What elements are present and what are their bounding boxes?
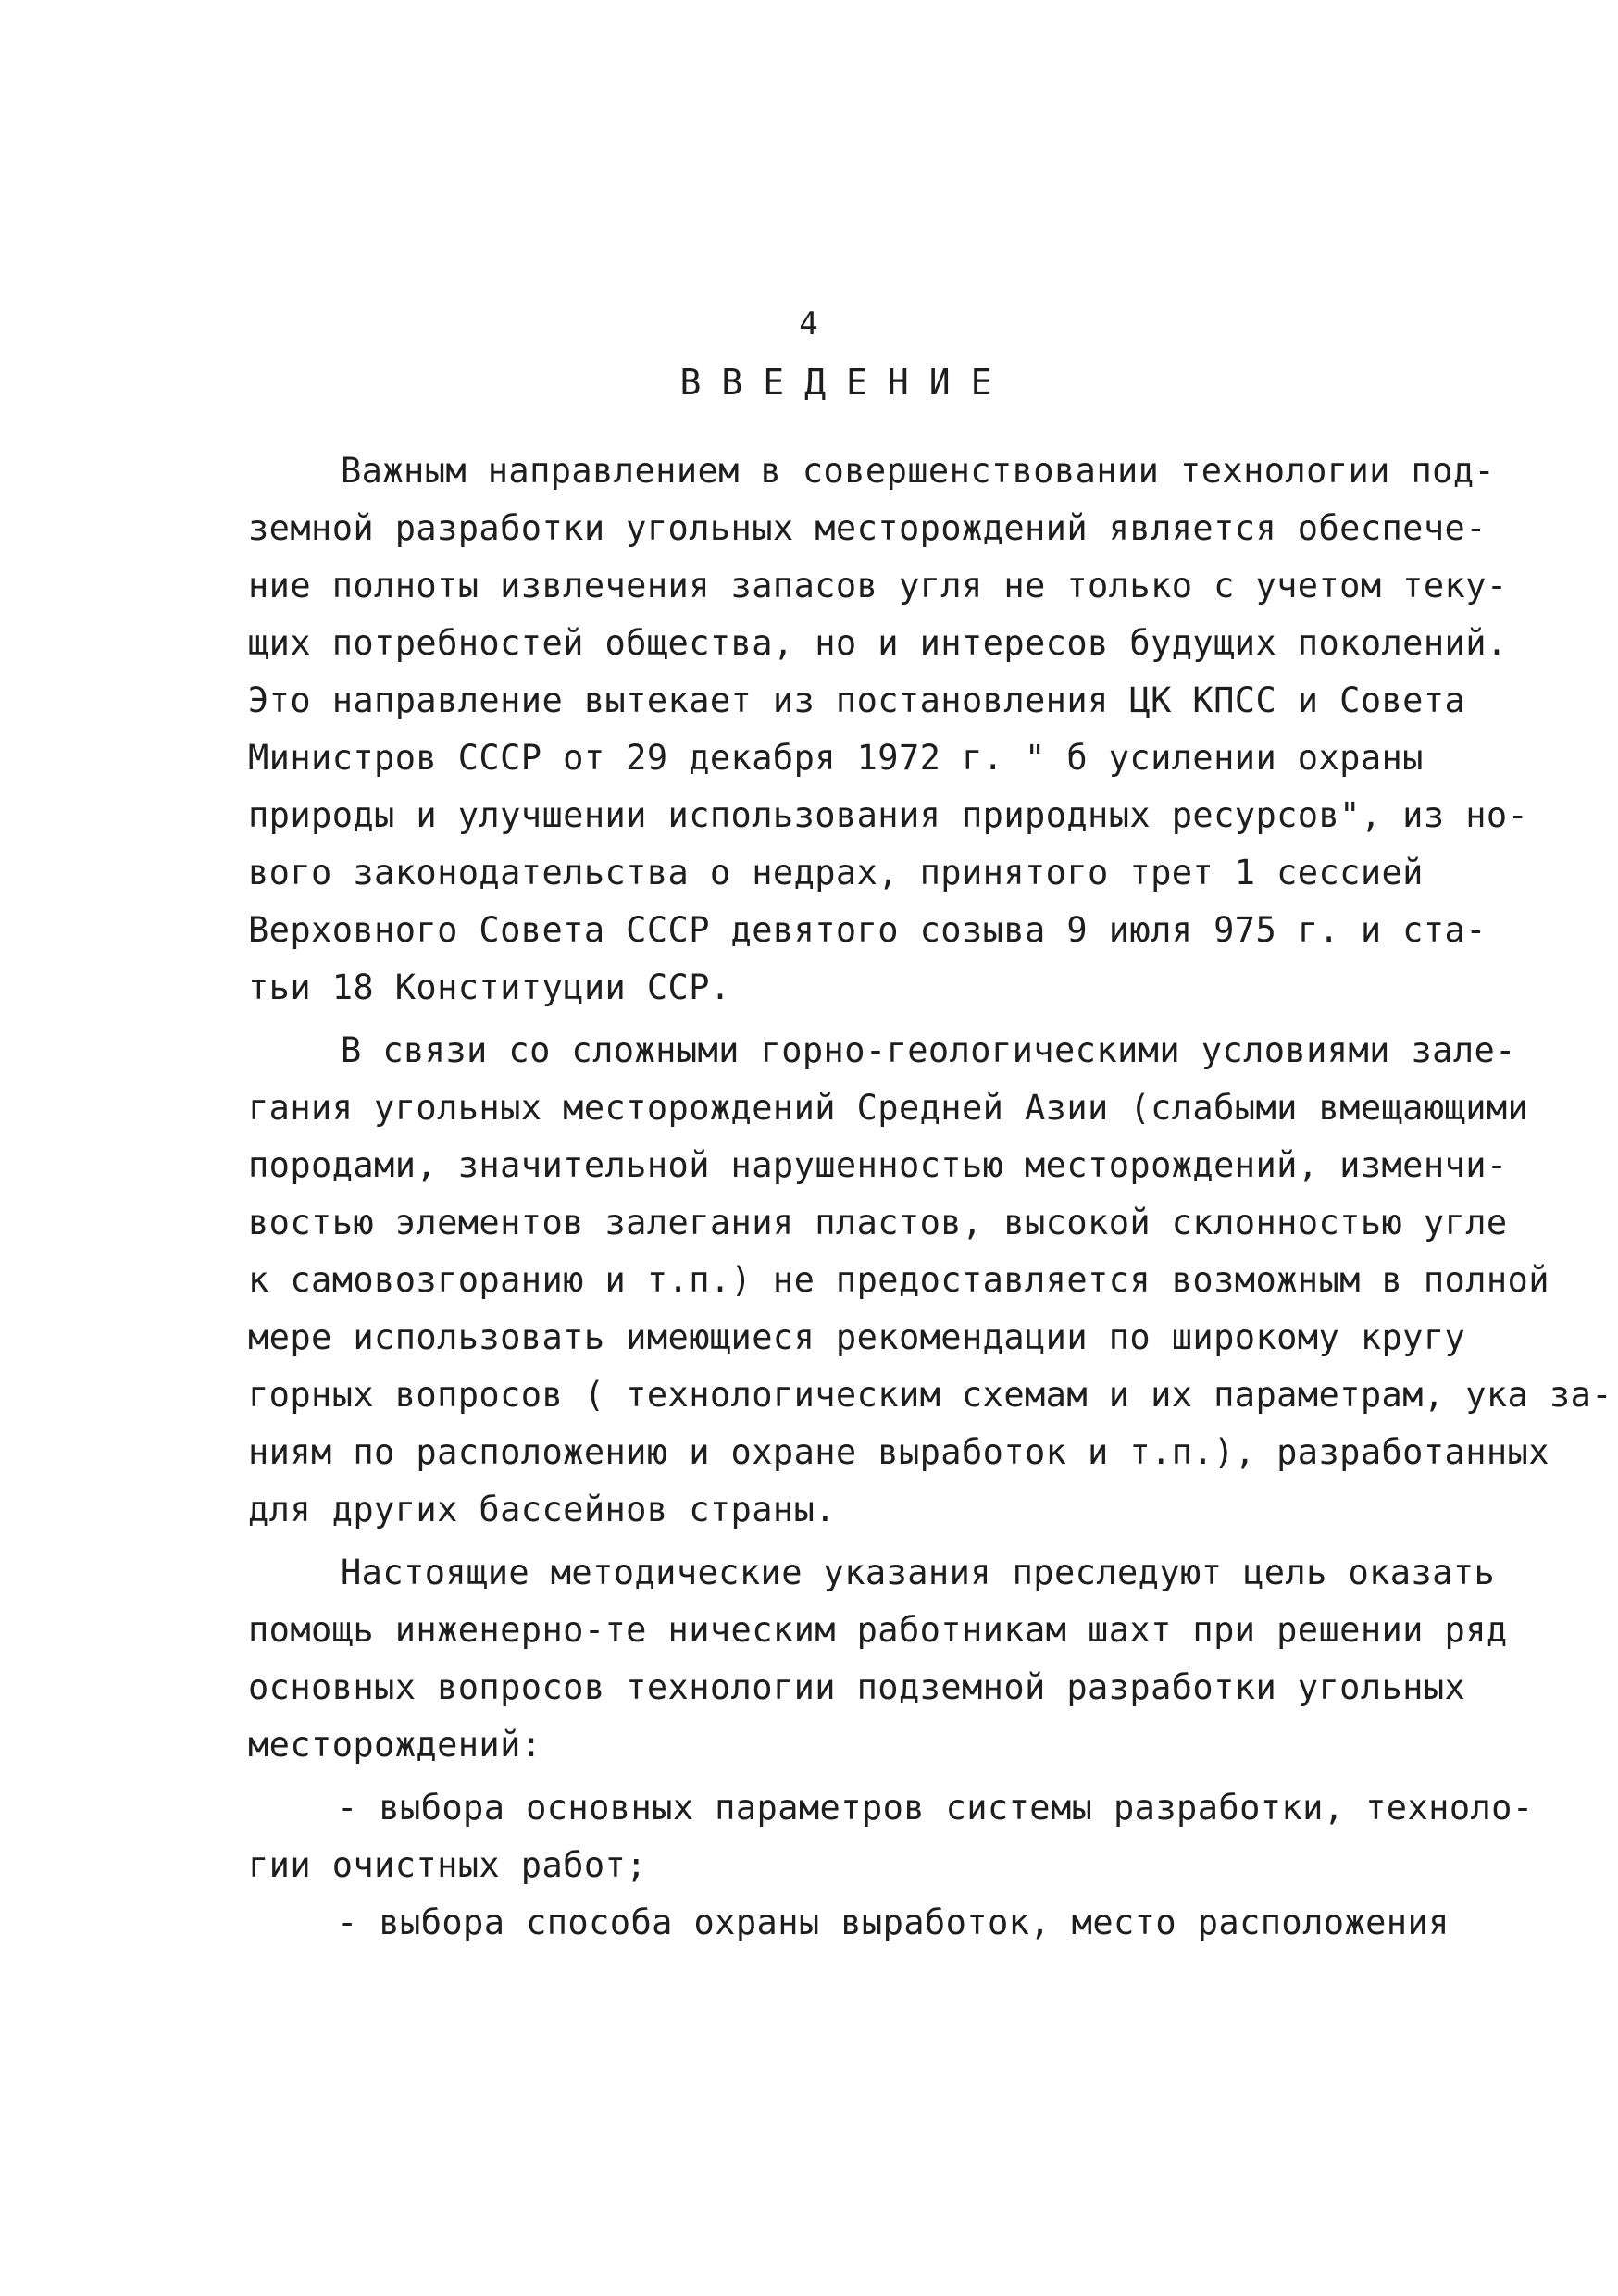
- text-line: тьи 18 Конституции ССР.: [248, 967, 731, 1007]
- text-line: вого законодательства о недрах, принятого трет 1 сессией: [248, 853, 1424, 892]
- text-line: помощь инженерно-те ническим работникам шахт при решении ряд: [248, 1610, 1508, 1650]
- page-number: 4: [799, 306, 819, 343]
- text-line: основных вопросов технологии подземной разработки угольных: [248, 1667, 1466, 1707]
- paragraph-3: [248, 1544, 1508, 1774]
- text-line: породами, значительной нарушенностью месторождений, изменчи-: [248, 1145, 1508, 1185]
- body-text: [248, 443, 1612, 1952]
- text-line: гания угольных месторождений Средней Азии (слабыми вмещающими: [248, 1088, 1529, 1128]
- text-line: природы и улучшении использования природных ресурсов", из но-: [248, 795, 1529, 835]
- text-line: Верховного Совета СССР девятого созыва 9 июля 975 г. и ста-: [248, 910, 1487, 950]
- text-line: Важным направлением в совершенствовании технологии под-: [341, 451, 1496, 491]
- text-line: мере использовать имеющиеся рекомендации по широкому кругу: [248, 1317, 1466, 1357]
- section-heading: ВВЕДЕНИЕ: [679, 362, 1013, 403]
- text-line: для других бассейнов страны.: [248, 1490, 836, 1529]
- text-line: - выбора способа охраны выработок, место расположения: [337, 1903, 1450, 1942]
- paragraph-1: [248, 443, 1529, 1017]
- paragraph-2: [248, 1022, 1612, 1539]
- text-line: - выбора основных параметров системы разработки, техноло-: [337, 1788, 1534, 1828]
- text-line: В связи со сложными горно-геологическими условиями зале-: [341, 1030, 1516, 1070]
- text-line: гии очистных работ;: [248, 1845, 647, 1885]
- text-line: к самовозгоранию и т.п.) не предоставляется возможным в полной: [248, 1260, 1550, 1300]
- text-line: ние полноты извлечения запасов угля не только с учетом теку-: [248, 566, 1508, 605]
- list-item: [248, 1894, 1450, 1952]
- text-line: горных вопросов ( технологическим схемам и их параметрам, ука за-: [248, 1375, 1612, 1415]
- text-line: месторождений:: [248, 1725, 542, 1765]
- text-line: щих потребностей общества, но и интересов будущих поколений.: [248, 623, 1508, 663]
- text-line: Министров СССР от 29 декабря 1972 г. " б усилении охраны: [248, 738, 1424, 778]
- list-item: [248, 1779, 1534, 1894]
- text-line: Это направление вытекает из постановления ЦК КПСС и Совета: [248, 680, 1466, 720]
- text-line: ниям по расположению и охране выработок и т.п.), разработанных: [248, 1432, 1550, 1472]
- text-line: Настоящие методические указания преследуют цель оказать: [341, 1553, 1496, 1592]
- text-line: востью элементов залегания пластов, высокой склонностью угле: [248, 1203, 1508, 1242]
- text-line: земной разработки угольных месторождений является обеспече-: [248, 508, 1487, 548]
